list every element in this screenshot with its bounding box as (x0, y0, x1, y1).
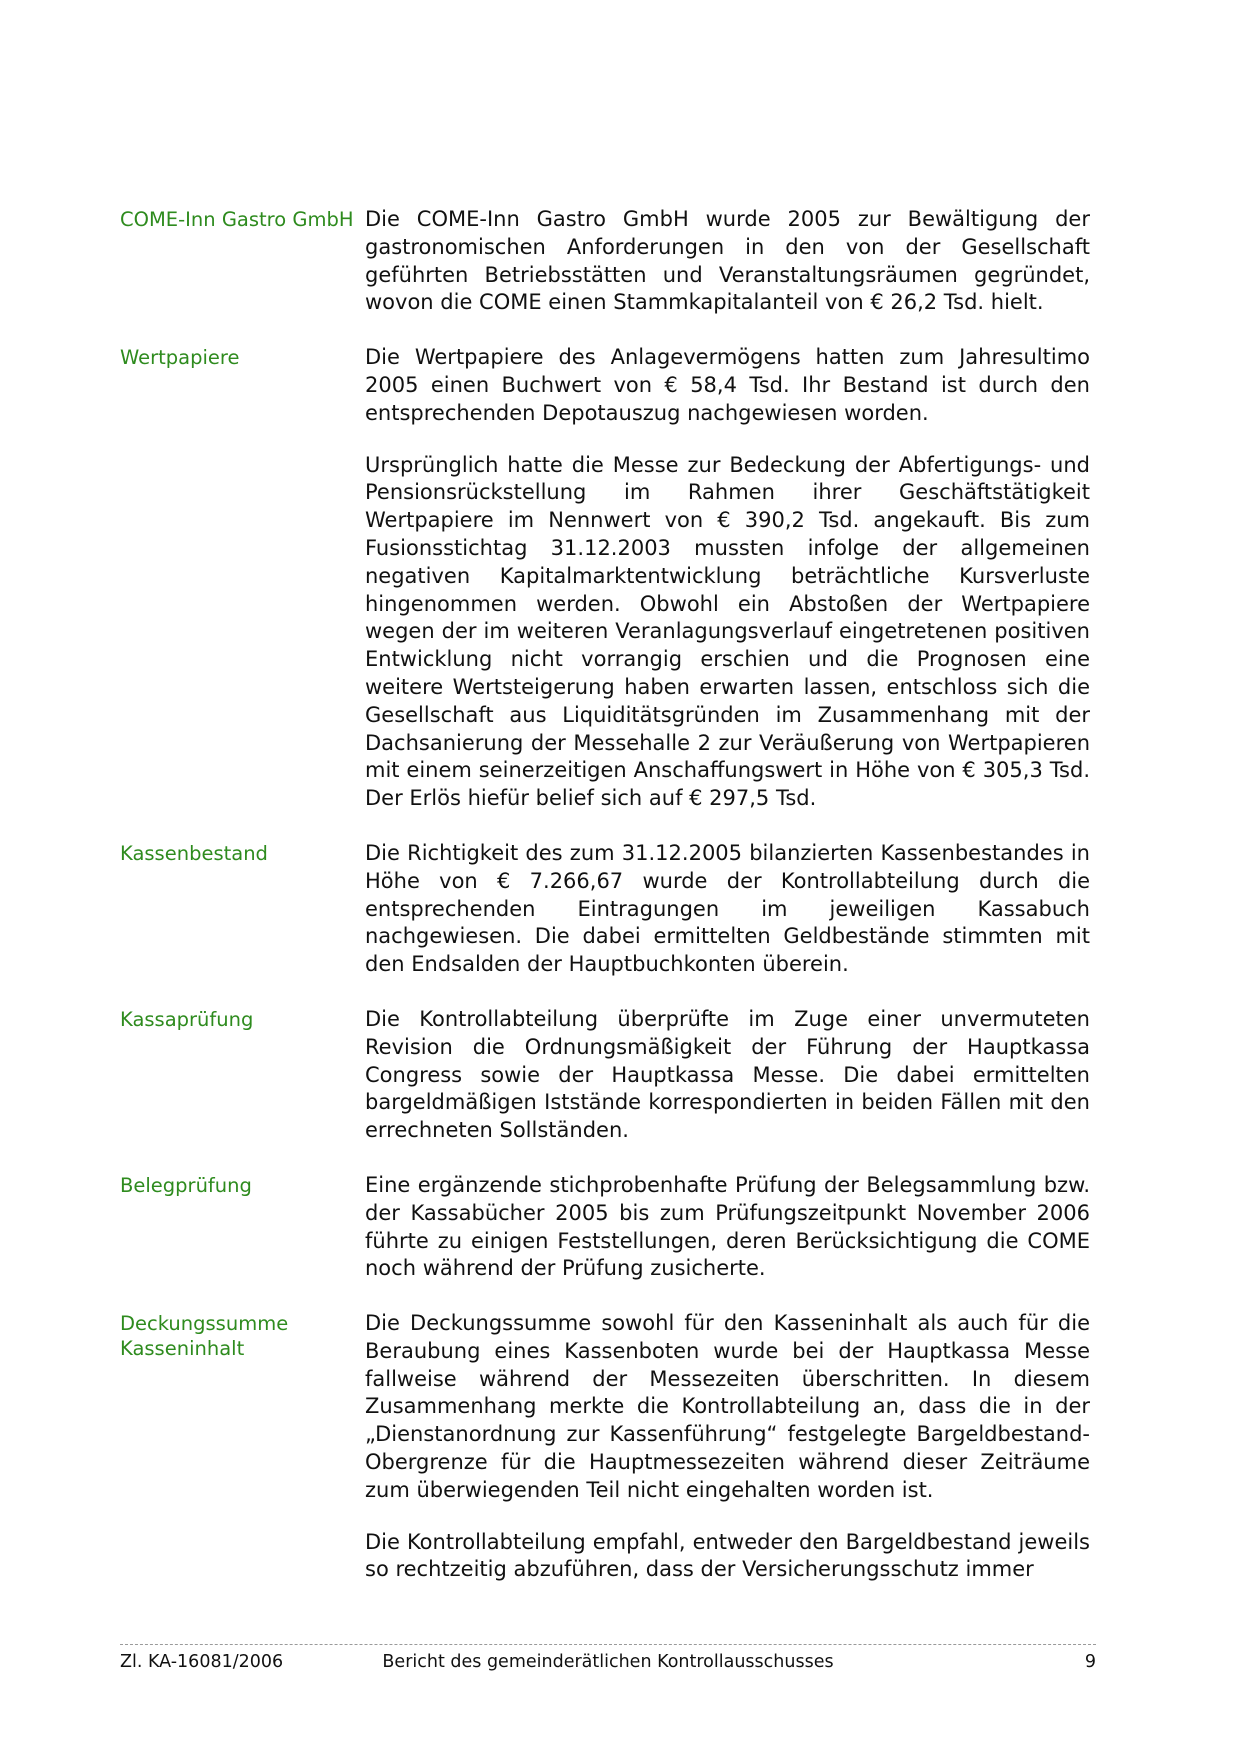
section-body (365, 1172, 1090, 1283)
section-label-line: COME-Inn Gastro GmbH (120, 208, 354, 231)
footer-divider (120, 1644, 1096, 1645)
section-body (365, 1310, 1090, 1584)
page-footer (120, 1651, 1096, 1677)
section-label-line: Kassenbestand (120, 841, 268, 865)
section-label (120, 1006, 365, 1032)
section-label-line: Kassaprüfung (120, 1007, 254, 1031)
report-title: Bericht des gemeinderätlichen Kontrollausschusses (382, 1652, 834, 1672)
page-number: 9 (1084, 1652, 1096, 1672)
section-label-line: Deckungssumme (120, 1312, 289, 1336)
section-wertpapiere (120, 344, 1090, 813)
paragraph: Die Kontrollabteilung empfahl, entweder den Bargeldbestand jeweils so rechtzeitig abzuführen, dass der Versicherungsschutz immer (365, 1529, 1090, 1582)
section-label (120, 344, 365, 370)
section-belegpruefung (120, 1172, 1090, 1283)
paragraph: Die Deckungssumme sowohl für den Kasseninhalt als auch für die Beraubung eines Kassenboten wurde bei der Hauptkassa Messe fallweise während der Messezeiten überschritten. In diesem Zusammenhang merkte die Kontrollabteilung an, dass die in der „Dienstanordnung zur Kassenführung“ festgelegte Bargeldbestand-Obergrenze für die Hauptmessezeiten während dieser Zeiträume zum überwiegenden Teil nicht eingehalten worden ist. (365, 1311, 1090, 1502)
paragraph: Die COME-Inn Gastro GmbH wurde 2005 zur Bewältigung der gastronomischen Anforderungen in den von der Gesellschaft geführten Betriebsstätten und Veranstaltungsräumen gegründet, wovon die COME einen Stammkapitalanteil von € 26,2 Tsd. hielt. (365, 207, 1090, 315)
section-label (120, 206, 365, 232)
report-content (120, 206, 1090, 1611)
section-label-line: Kasseninhalt (120, 1337, 245, 1361)
section-label-line: Wertpapiere (120, 346, 240, 370)
section-deckungssumme (120, 1310, 1090, 1584)
paragraph: Die Richtigkeit des zum 31.12.2005 bilanzierten Kassenbestandes in Höhe von € 7.266,67 wurde der Kontrollabteilung durch die entsprechenden Eintragungen im jeweiligen Kassabuch nachgewiesen. Die dabei ermittelten Geldbestände stimmten mit den Endsalden der Hauptbuchkonten überein. (365, 840, 1090, 977)
section-kassenbestand (120, 840, 1090, 979)
section-kassapruefung (120, 1006, 1090, 1145)
section-body (365, 206, 1090, 317)
section-body (365, 344, 1090, 813)
paragraph: Ursprünglich hatte die Messe zur Bedeckung der Abfertigungs- und Pensionsrückstellung im Rahmen ihrer Geschäftstätigkeit Wertpapiere im Nennwert von € 390,2 Tsd. angekauft. Bis zum Fusionsstichtag 31.12.2003 mussten infolge der allgemeinen negativen Kapitalmarktentwicklung beträchtliche Kursverluste hingenommen werden. Obwohl ein Abstoßen der Wertpapiere wegen der im weiteren Veranlagungsverlauf eingetretenen positiven Entwicklung nicht vorrangig erschien und die Prognosen eine weitere Wertsteigerung haben erwarten lassen, entschloss sich die Gesellschaft aus Liquiditätsgründen im Zusammenhang mit der Dachsanierung der Messehalle 2 zur Veräußerung von Wertpapieren mit einem seinerzeitigen Anschaffungswert in Höhe von € 305,3 Tsd. Der Erlös hiefür belief sich auf € 297,5 Tsd. (365, 452, 1090, 811)
paragraph: Die Kontrollabteilung überprüfte im Zuge einer unvermuteten Revision die Ordnungsmäßigkeit der Führung der Hauptkassa Congress sowie der Hauptkassa Messe. Die dabei ermittelten bargeldmäßigen Istständе korrespondierten in beiden Fällen mit den errechneten Sollständen. (365, 1006, 1090, 1143)
section-label (120, 1172, 365, 1198)
section-body (365, 840, 1090, 979)
section-label (120, 840, 365, 866)
paragraph: Die Wertpapiere des Anlagevermögens hatten zum Jahresultimo 2005 einen Buchwert von € 58,4 Tsd. Ihr Bestand ist durch den entsprechenden Depotauszug nachgewiesen worden. (365, 345, 1090, 425)
section-label-line: Belegprüfung (120, 1173, 252, 1197)
paragraph: Eine ergänzende stichprobenhafte Prüfung der Belegsammlung bzw. der Kassabücher 2005 bis zum Prüfungszeitpunkt November 2006 führte zu einigen Feststellungen, deren Berücksichtigung die COME noch während der Prüfung zusicherte. (365, 1172, 1090, 1281)
section-body (365, 1006, 1090, 1145)
section-label (120, 1310, 365, 1361)
section-come-inn (120, 206, 1090, 317)
document-reference: Zl. KA-16081/2006 (120, 1652, 284, 1672)
